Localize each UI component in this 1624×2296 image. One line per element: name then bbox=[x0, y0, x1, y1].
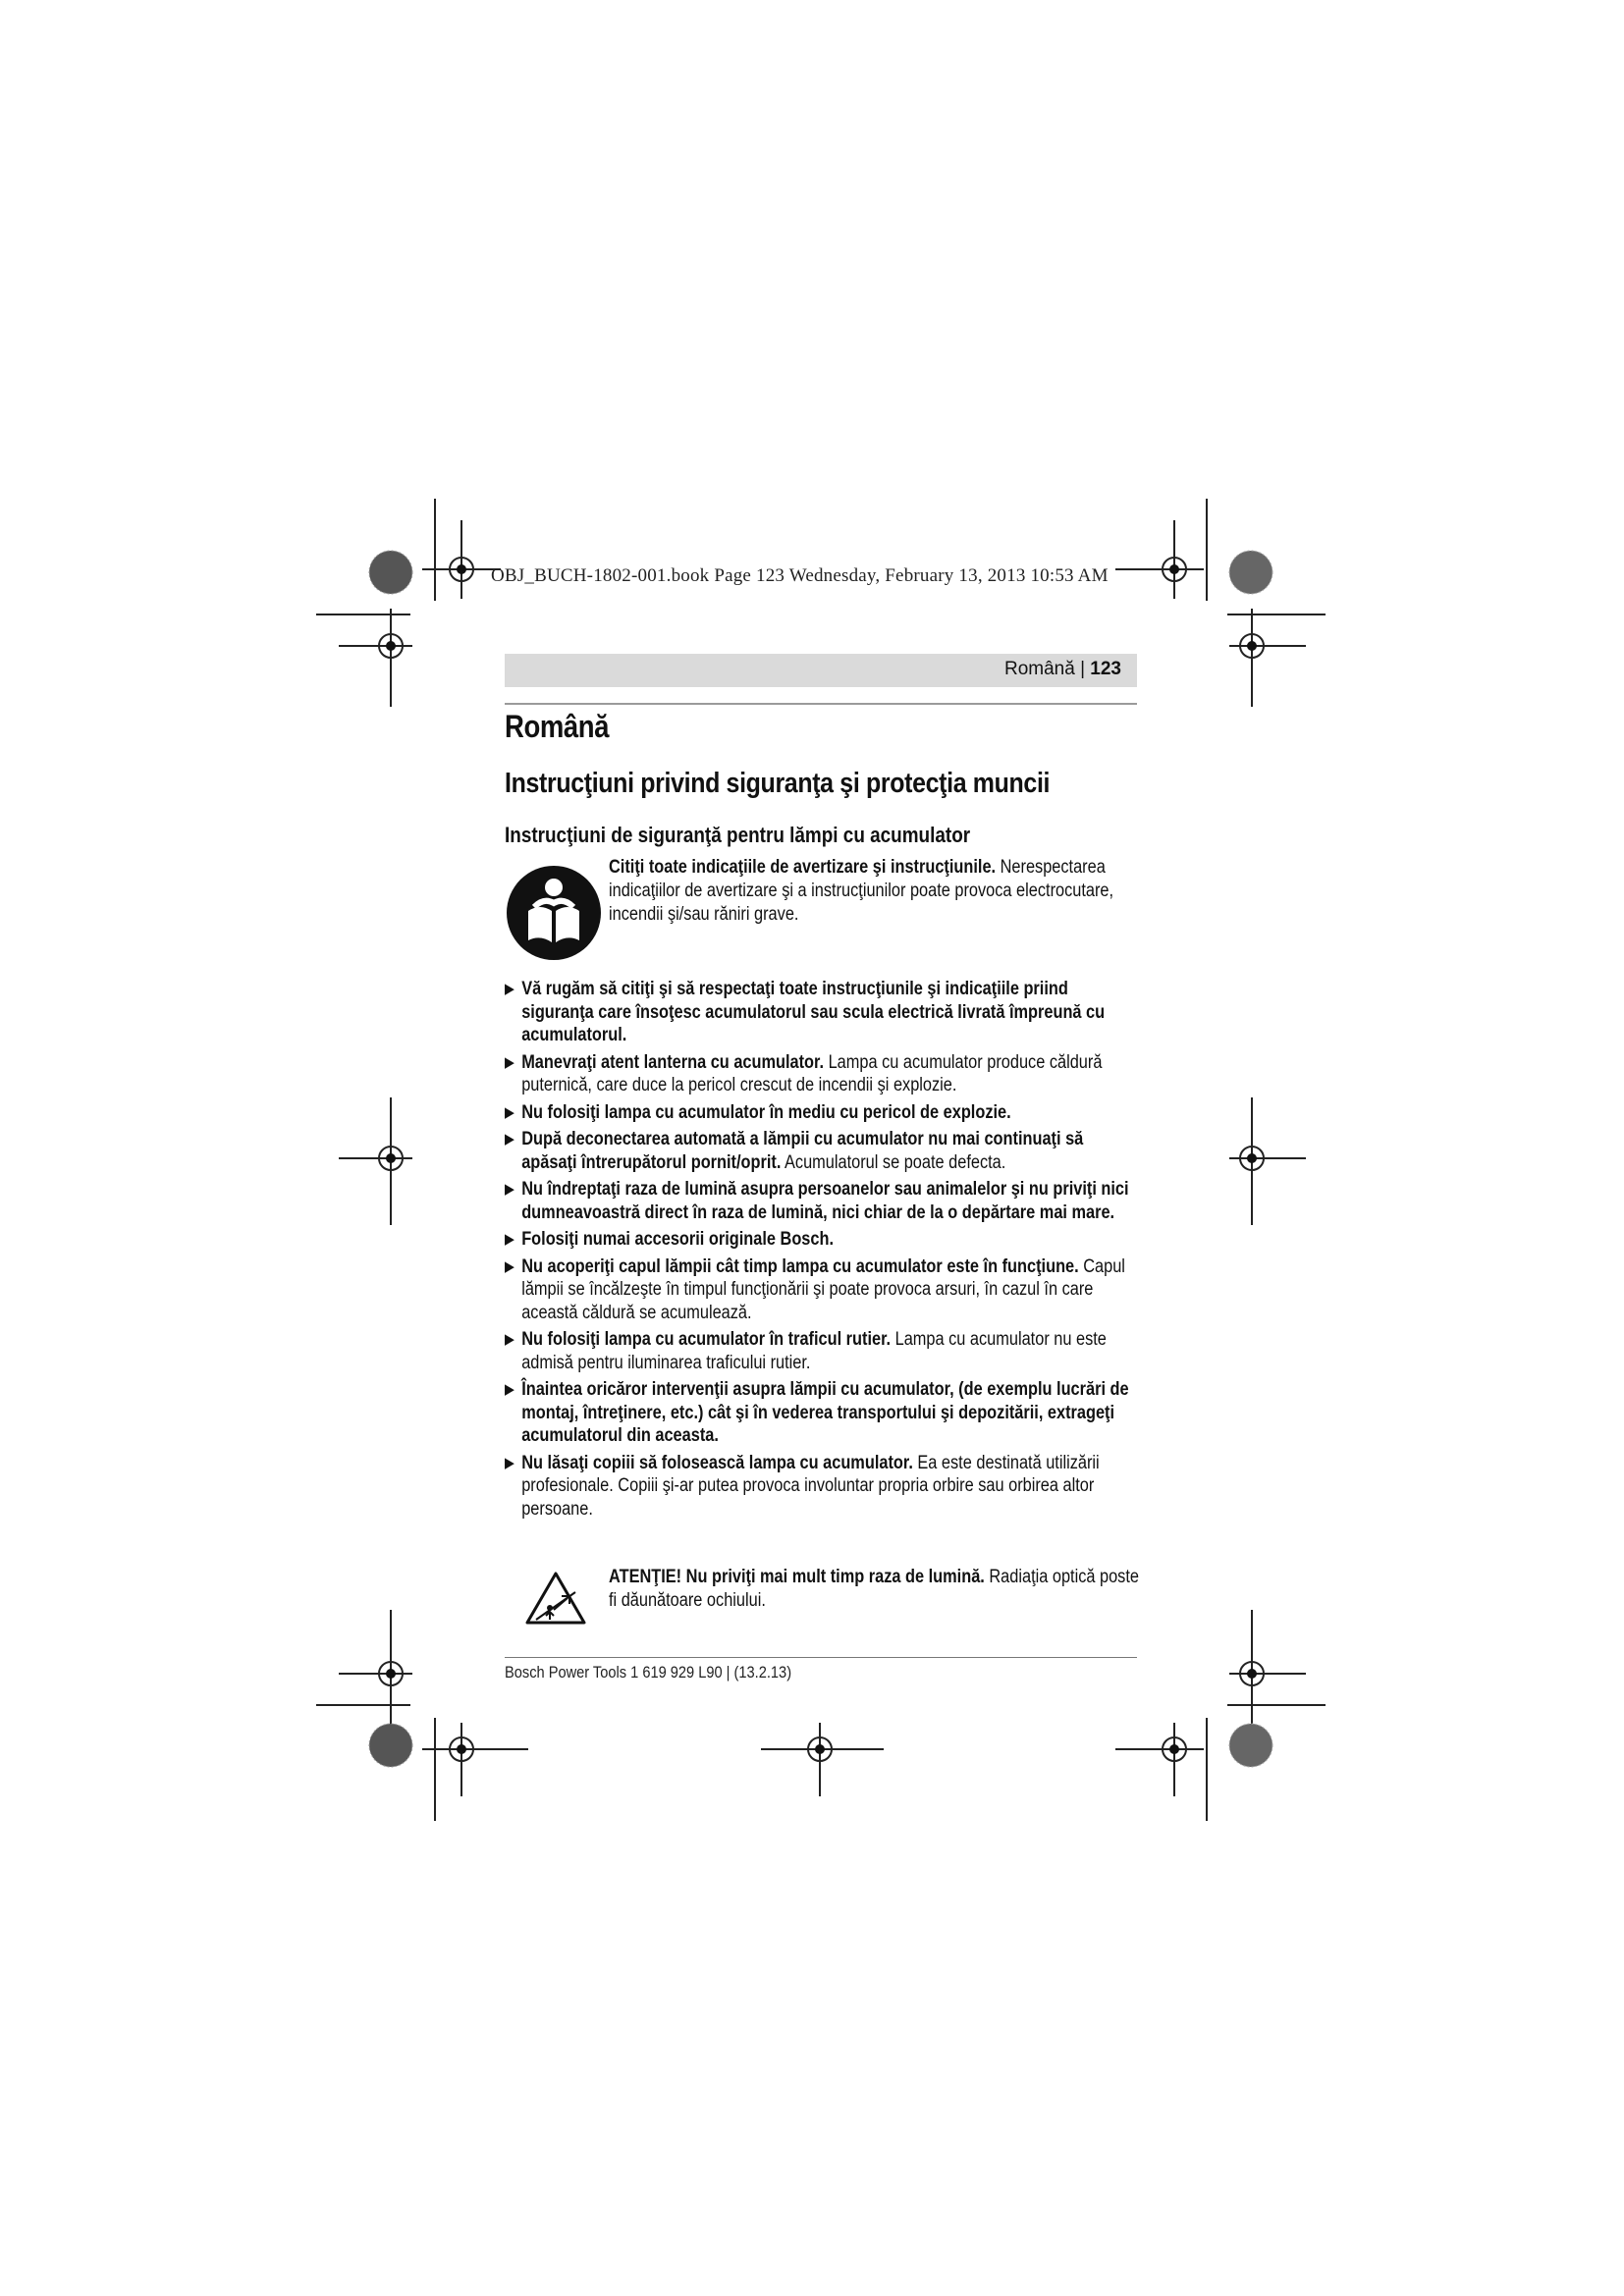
page-title: Română bbox=[505, 709, 609, 744]
item-bold: Înaintea oricăror intervenţii asupra lămpii cu acumulator, (de exemplu lucrări de montaj, întreţinere, etc.) cât şi în vederea transportului şi depozitării, extrageţi acumulatorul din aceasta. bbox=[521, 1379, 1129, 1446]
attention-note bbox=[609, 1566, 1149, 1613]
intro-warning bbox=[609, 856, 1132, 927]
intro-text: Nerespectarea indicaţiilor de avertizare şi a instrucţiunilor poate provoca electrocutare, incendii şi/sau răniri grave. bbox=[609, 857, 1114, 925]
list-item bbox=[505, 1178, 1136, 1224]
subsection-title: Instrucţiuni de siguranţă pentru lămpi cu acumulator bbox=[505, 823, 971, 847]
item-text: Lampa cu acumulator nu este admisă pentru iluminarea traficului rutier. bbox=[521, 1329, 1107, 1373]
list-item bbox=[505, 1328, 1136, 1374]
item-bold: Nu folosiţi lampa cu acumulator în traficul rutier. bbox=[521, 1329, 892, 1350]
page-number: 123 bbox=[1090, 659, 1121, 679]
list-item bbox=[505, 1255, 1136, 1325]
attention-bold: ATENŢIE! Nu priviţi mai mult timp raza de lumină. bbox=[609, 1567, 985, 1587]
list-item bbox=[505, 1452, 1136, 1522]
bullet-icon: ▶ bbox=[505, 1053, 514, 1071]
item-bold: Nu lăsaţi copiii să folosească lampa cu acumulator. bbox=[521, 1452, 913, 1473]
item-bold: După deconectarea automată a lămpii cu acumulator nu mai continuaţi să apăsaţi întrerupătorul pornit/oprit. bbox=[521, 1129, 1084, 1173]
print-info-line: OBJ_BUCH-1802-001.book Page 123 Wednesday, February 13, 2013 10:53 AM bbox=[491, 565, 1109, 586]
list-item bbox=[505, 1128, 1136, 1174]
intro-bold: Citiţi toate indicaţiile de avertizare şi instrucţiunile. bbox=[609, 857, 997, 878]
read-manual-icon bbox=[505, 864, 603, 962]
page-header bbox=[505, 654, 1137, 687]
item-bold: Nu acoperiţi capul lămpii cât timp lampa cu acumulator este în funcţiune. bbox=[521, 1255, 1079, 1277]
item-bold: Manevraţi atent lanterna cu acumulator. bbox=[521, 1051, 825, 1073]
bullet-icon: ▶ bbox=[505, 1103, 514, 1121]
bullet-icon: ▶ bbox=[505, 1454, 514, 1471]
bullet-icon: ▶ bbox=[505, 1231, 514, 1248]
item-bold: Nu îndreptaţi raza de lumină asupra persoanelor sau animalelor şi nu priviţi nici dumneavoastră direct în raza de lumină, nici chiar de la o depărtare mai mare. bbox=[521, 1179, 1129, 1223]
attention-text: Radiaţia optică poste fi dăunătoare ochiului. bbox=[609, 1567, 1139, 1611]
header-separator: | bbox=[1074, 659, 1091, 679]
header-divider bbox=[505, 703, 1137, 705]
bullet-icon: ▶ bbox=[505, 1381, 514, 1398]
item-text: Lampa cu acumulator produce căldură puternică, care duce la pericol crescut de incendii şi explozie. bbox=[521, 1051, 1103, 1095]
list-item bbox=[505, 978, 1136, 1047]
safety-list bbox=[505, 978, 1136, 1524]
header-text bbox=[1004, 659, 1121, 680]
footer-divider bbox=[505, 1657, 1137, 1658]
bullet-icon: ▶ bbox=[505, 1181, 514, 1198]
list-item bbox=[505, 1228, 1136, 1252]
section-title: Instrucţiuni privind siguranţa şi protecţia muncii bbox=[505, 768, 1051, 799]
item-bold: Folosiţi numai accesorii originale Bosch. bbox=[521, 1229, 835, 1250]
item-text: Acumulatorul se poate defecta. bbox=[781, 1151, 1006, 1173]
item-bold: Vă rugăm să citiţi şi să respectaţi toate instrucţiunile şi indicaţiile priind siguranţa care însoţesc acumulatorul sau scula electrică livrată împreună cu acumulatorul. bbox=[521, 979, 1106, 1045]
bullet-icon: ▶ bbox=[505, 1331, 514, 1348]
list-item bbox=[505, 1101, 1136, 1125]
bullet-icon: ▶ bbox=[505, 1257, 514, 1275]
item-bold: Nu folosiţi lampa cu acumulator în mediu cu pericol de explozie. bbox=[521, 1101, 1011, 1123]
bullet-icon: ▶ bbox=[505, 981, 514, 997]
item-text: Capul lămpii se încălzeşte în timpul funcţionării şi poate provoca arsuri, în cazul în care această căldură se acumulează. bbox=[521, 1255, 1125, 1323]
bullet-icon: ▶ bbox=[505, 1131, 514, 1148]
list-item bbox=[505, 1378, 1136, 1448]
item-text: Ea este destinată utilizării profesionale. Copiii şi-ar putea provoca involuntar propria orbire sau orbirea altor persoane. bbox=[521, 1452, 1100, 1520]
list-item bbox=[505, 1051, 1136, 1097]
header-language: Română bbox=[1003, 659, 1075, 679]
page-footer: Bosch Power Tools 1 619 929 L90 | (13.2.13) bbox=[505, 1663, 792, 1682]
laser-warning-icon bbox=[524, 1571, 587, 1626]
